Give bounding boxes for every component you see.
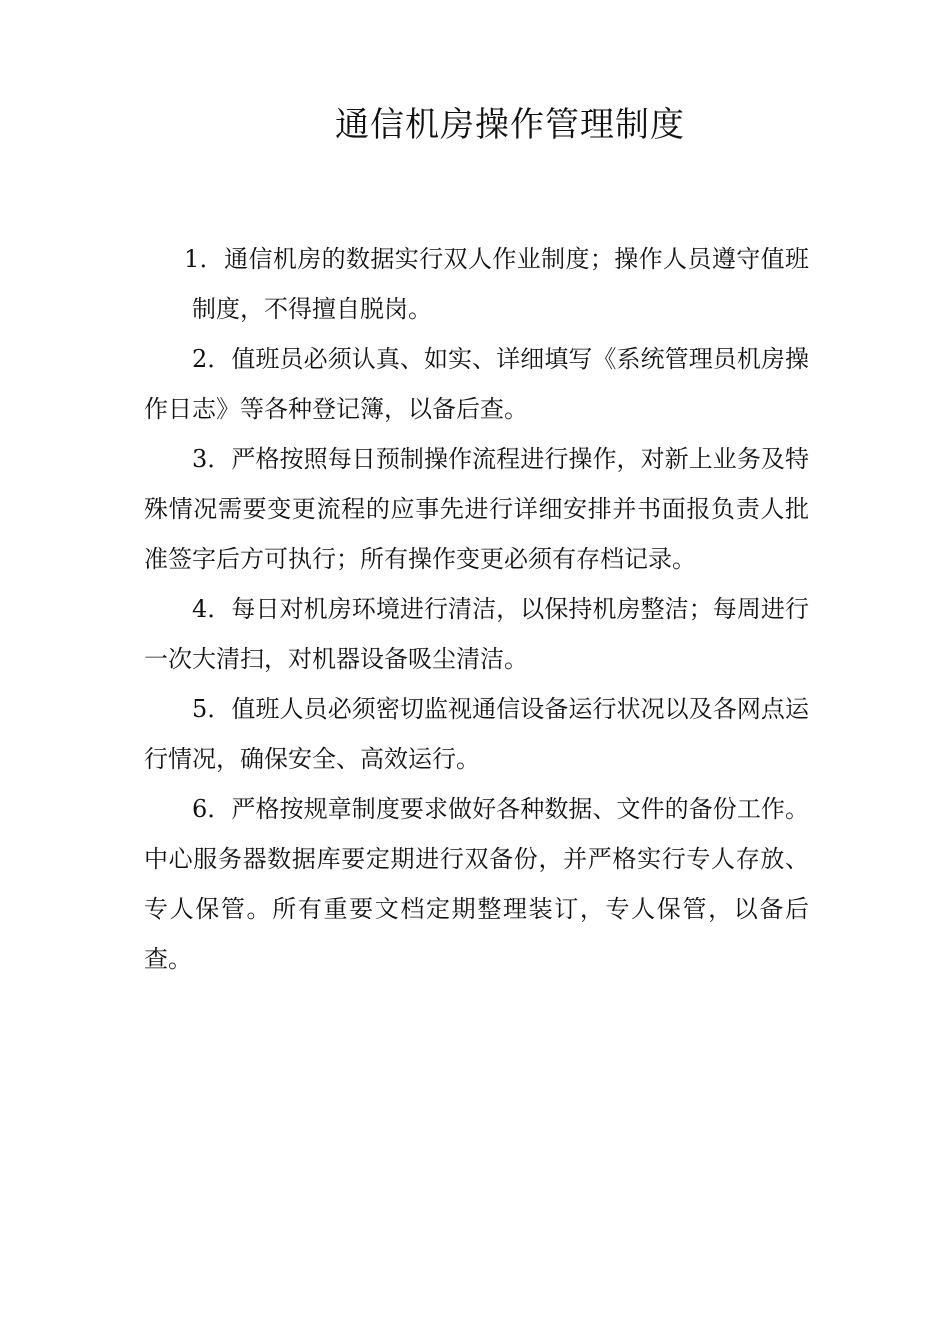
document-body — [144, 234, 809, 984]
rule-text: 通信机房的数据实行双人作业制度；操作人员遵守值班制度，不得擅自脱岗。 — [192, 245, 810, 323]
rule-number: 2． — [192, 345, 232, 373]
rule-number: 1． — [184, 245, 225, 273]
rule-item-2 — [144, 334, 809, 434]
rule-text: 严格按照每日预制操作流程进行操作，对新上业务及特殊情况需要变更流程的应事先进行详细安排并书面报负责人批准签字后方可执行；所有操作变更必须有存档记录。 — [144, 445, 810, 573]
rule-text: 值班员必须认真、如实、详细填写《系统管理员机房操作日志》等各种登记簿，以备后查。 — [144, 345, 810, 423]
rule-item-6 — [144, 784, 809, 984]
rule-number: 3． — [192, 445, 232, 473]
document-title: 通信机房操作管理制度 — [335, 105, 685, 145]
rule-item-3 — [144, 434, 809, 584]
rule-text: 严格按规章制度要求做好各种数据、文件的备份工作。中心服务器数据库要定期进行双备份，并严格实行专人存放、专人保管。所有重要文档定期整理装订，专人保管，以备后查。 — [144, 795, 810, 973]
rule-text: 每日对机房环境进行清洁，以保持机房整洁；每周进行一次大清扫，对机器设备吸尘清洁。 — [144, 595, 810, 673]
rule-text: 值班人员必须密切监视通信设备运行状况以及各网点运行情况，确保安全、高效运行。 — [144, 695, 810, 773]
rule-number: 5． — [192, 695, 232, 723]
rule-number: 4． — [192, 595, 232, 623]
rule-number: 6． — [192, 795, 232, 823]
rule-item-4 — [144, 584, 809, 684]
rule-item-5 — [144, 684, 809, 784]
rule-item-1 — [144, 234, 809, 334]
